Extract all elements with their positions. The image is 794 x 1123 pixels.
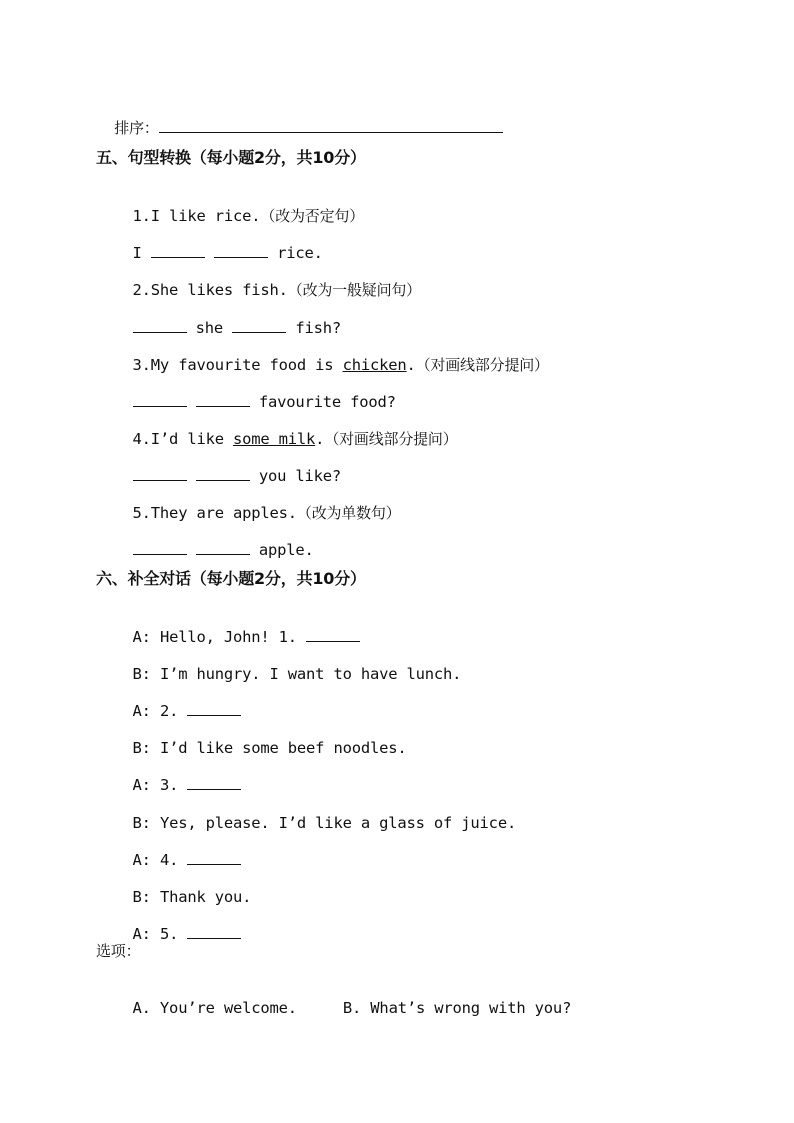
s5-a4-post: you like? [258,467,341,485]
s5-a1-blank-1[interactable] [151,243,205,258]
dialogue-text: 2. [159,702,179,720]
dialogue-text: 5. [159,925,179,943]
s5-q4-note: （对画线部分提问） [324,430,458,448]
s5-q3-underlined: chicken [342,356,407,374]
option-b: B. What’s wrong with you? [342,999,572,1017]
s5-a2-blank-2[interactable] [232,318,286,333]
dialogue-blank-3[interactable] [187,775,241,790]
s5-a4-blank-2[interactable] [196,466,250,481]
s5-a2-blank-1[interactable] [133,318,187,333]
dialogue-text: Thank you. [159,888,252,906]
s5-a5-blank-1[interactable] [133,540,187,555]
s5-a2-mid: she [195,319,224,337]
speaker: B: [132,888,151,906]
speaker: B: [132,739,151,757]
section5-title: 五、句型转换（每小题2分，共10分） [96,148,366,167]
dialogue-text: 4. [159,851,179,869]
s5-a3-post: favourite food? [258,393,396,411]
speaker: A: [132,776,151,794]
dialogue-text: 3. [159,776,179,794]
dialogue-blank-4[interactable] [187,850,241,865]
s5-a1-post: rice. [277,244,323,262]
speaker: A: [132,702,151,720]
speaker: A: [132,925,151,943]
dialogue-blank-2[interactable] [187,701,241,716]
speaker: A: [132,851,151,869]
dialogue-text: I’d like some beef noodles. [159,739,407,757]
s5-q2-text: 2.She likes fish. [132,281,288,299]
dialogue-text: I’m hungry. I want to have lunch. [159,665,462,683]
dialogue-blank-5[interactable] [187,924,241,939]
s5-a5-post: apple. [258,541,314,559]
s5-a2-post: fish? [295,319,342,337]
s5-q1-text: 1.I like rice. [132,207,261,225]
s5-a3-blank-2[interactable] [196,392,250,407]
s5-q4-text: 4.I’d like [132,430,233,448]
options-row [96,978,571,1038]
s5-q3-period: . [406,356,416,374]
dialogue-text: Hello, John! 1. [159,628,297,646]
s5-q2-note: （改为一般疑问句） [287,281,421,299]
sort-label: 排序： [114,119,159,137]
option-a: A. You’re welcome. [132,999,297,1017]
dialogue-text: Yes, please. I’d like a glass of juice. [159,814,517,832]
sort-answer-blank[interactable] [159,118,503,133]
s5-q4-underlined: some milk [232,430,316,448]
s5-q1-note: （改为否定句） [260,207,364,225]
s5-a1-pre: I [132,244,142,262]
s5-q3-text: 3.My favourite food is [132,356,343,374]
s5-q3-note: （对画线部分提问） [415,356,549,374]
s5-q5-text: 5.They are apples. [132,504,297,522]
s5-a4-blank-1[interactable] [133,466,187,481]
s5-q4-period: . [315,430,325,448]
dialogue-blank-1[interactable] [306,627,360,642]
speaker: B: [132,814,151,832]
s5-a5-blank-2[interactable] [196,540,250,555]
s5-a1-blank-2[interactable] [214,243,268,258]
options-label: 选项： [96,942,141,960]
s5-a3-blank-1[interactable] [133,392,187,407]
speaker: A: [132,628,151,646]
section6-title: 六、补全对话（每小题2分，共10分） [96,569,366,588]
speaker: B: [132,665,151,683]
s5-q5-note: （改为单数句） [296,504,401,522]
